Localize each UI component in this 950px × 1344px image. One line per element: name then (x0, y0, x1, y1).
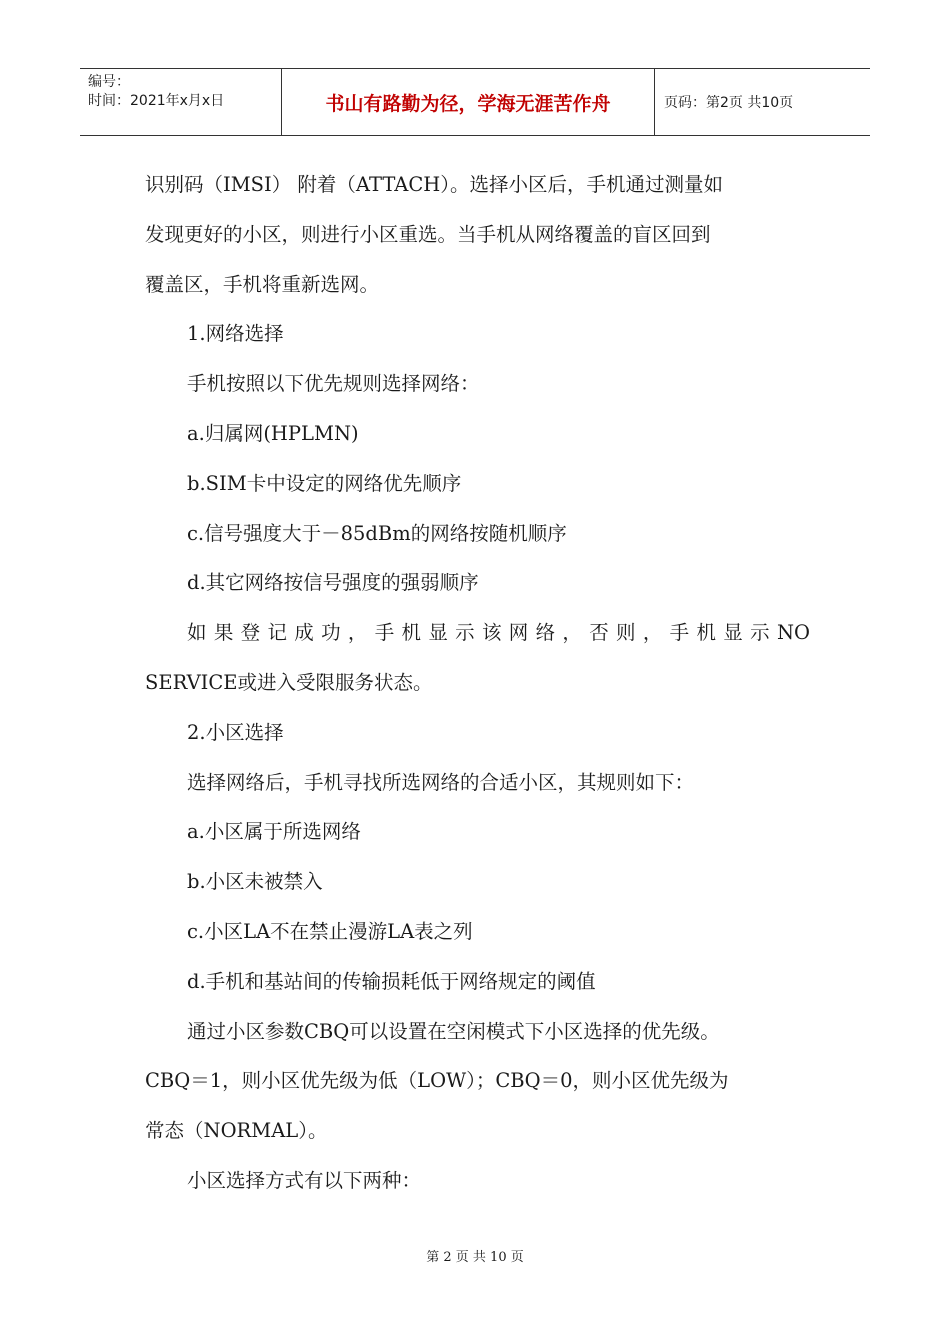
list-item: b.SIM卡中设定的网络优先顺序 (187, 471, 462, 495)
body-line: 通过小区参数CBQ可以设置在空闲模式下小区选择的优先级。 (187, 1019, 720, 1043)
page-header (80, 68, 870, 136)
body-line: 覆盖区，手机将重新选网。 (145, 272, 380, 296)
list-item: d.手机和基站间的传输损耗低于网络规定的阈值 (187, 969, 596, 993)
doc-date-label: 时间：2021年x月x日 (88, 93, 225, 109)
list-item: c.小区LA不在禁止漫游LA表之列 (187, 919, 473, 943)
body-line: CBQ＝1，则小区优先级为低（LOW）；CBQ＝0，则小区优先级为 (145, 1069, 729, 1093)
body-line: 手机按照以下优先规则选择网络： (187, 372, 480, 396)
body-line: 如果登记成功，手机显示该网络，否则，手机显示NO (187, 621, 810, 645)
header-meta (80, 69, 282, 135)
body-line: 小区选择方式有以下两种： (187, 1168, 422, 1192)
body-line: 选择网络后，手机寻找所选网络的合适小区，其规则如下： (187, 770, 695, 794)
body-line: 常态（NORMAL）。 (145, 1119, 328, 1143)
section-heading-cell: 2.小区选择 (187, 720, 284, 744)
list-item: c.信号强度大于－85dBm的网络按随机顺序 (187, 521, 567, 545)
list-item: b.小区未被禁入 (187, 870, 323, 894)
body-line: 发现更好的小区，则进行小区重选。当手机从网络覆盖的盲区回到 (145, 222, 711, 246)
body-line: 识别码（IMSI） 附着（ATTACH）。选择小区后，手机通过测量如 (145, 173, 724, 196)
list-item: a.小区属于所选网络 (187, 820, 361, 844)
list-item: a.归属网(HPLMN) (187, 421, 359, 445)
header-page-info: 页码：第2页 共10页 (664, 95, 794, 111)
document-body (145, 160, 810, 1206)
page-footer: 第 2 页 共 10 页 (426, 1250, 524, 1265)
header-motto: 书山有路勤为径，学海无涯苦作舟 (282, 69, 655, 135)
list-item: d.其它网络按信号强度的强弱顺序 (187, 571, 479, 595)
body-line: SERVICE或进入受限服务状态。 (145, 670, 433, 694)
doc-number-label: 编号： (88, 74, 130, 90)
section-heading-network: 1.网络选择 (187, 322, 284, 346)
